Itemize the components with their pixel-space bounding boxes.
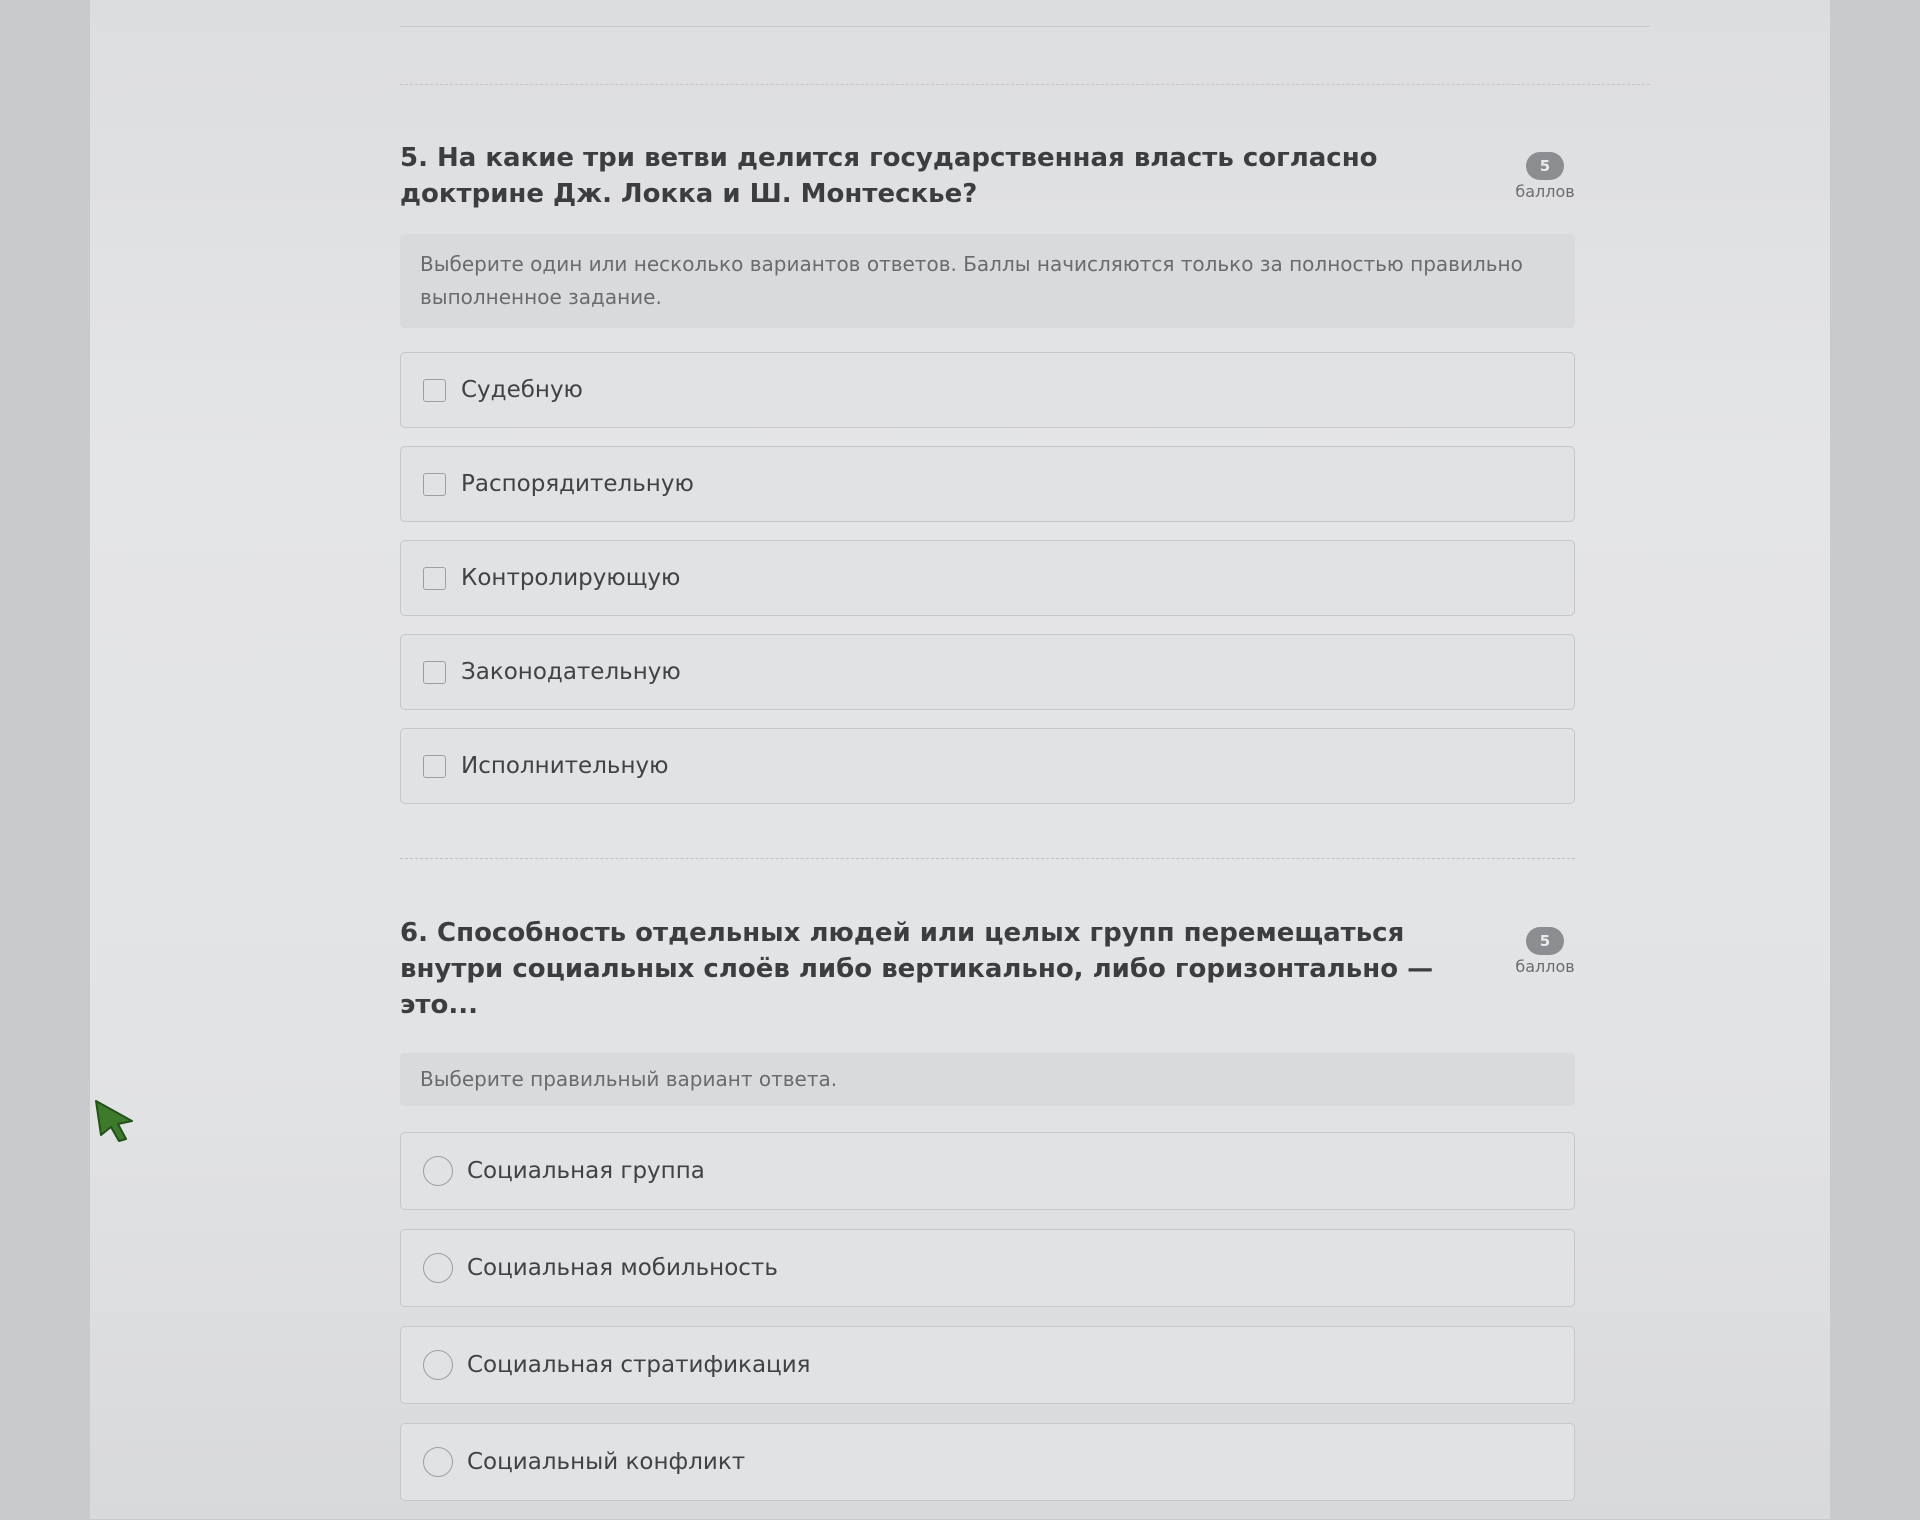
checkbox[interactable] bbox=[423, 567, 446, 590]
answer-option-judicial[interactable] bbox=[400, 352, 1575, 428]
question-6 bbox=[400, 915, 1575, 1520]
radio-button[interactable] bbox=[423, 1350, 453, 1380]
answer-options bbox=[400, 352, 1575, 804]
answer-option-social-conflict[interactable] bbox=[400, 1423, 1575, 1501]
option-label: Социальная мобильность bbox=[467, 1255, 778, 1281]
option-label: Социальная группа bbox=[467, 1158, 705, 1184]
question-hint: Выберите правильный вариант ответа. bbox=[400, 1053, 1575, 1106]
option-label: Распорядительную bbox=[461, 471, 694, 497]
answer-option-executive[interactable] bbox=[400, 728, 1575, 804]
answer-option-social-mobility[interactable] bbox=[400, 1229, 1575, 1307]
option-label: Социальная стратификация bbox=[467, 1352, 811, 1378]
answer-option-administrative[interactable] bbox=[400, 446, 1575, 522]
radio-button[interactable] bbox=[423, 1447, 453, 1477]
divider bbox=[400, 84, 1650, 85]
question-title: 5. На какие три ветви делится государственная власть согласно доктрине Дж. Локка и Ш. Монтескье? bbox=[400, 143, 1378, 209]
question-separator bbox=[400, 858, 1575, 859]
checkbox[interactable] bbox=[423, 379, 446, 402]
option-label: Законодательную bbox=[461, 659, 681, 685]
points-badge: 5 bbox=[1526, 152, 1564, 180]
radio-button[interactable] bbox=[423, 1253, 453, 1283]
option-label: Судебную bbox=[461, 377, 583, 403]
answer-options bbox=[400, 1132, 1575, 1501]
points-badge: 5 bbox=[1526, 927, 1564, 955]
answer-option-social-group[interactable] bbox=[400, 1132, 1575, 1210]
checkbox[interactable] bbox=[423, 661, 446, 684]
divider bbox=[400, 26, 1650, 27]
points-indicator bbox=[1510, 927, 1580, 976]
question-hint: Выберите один или несколько вариантов ответов. Баллы начисляются только за полностью правильно выполненное задание. bbox=[400, 234, 1575, 328]
checkbox[interactable] bbox=[423, 473, 446, 496]
option-label: Социальный конфликт bbox=[467, 1449, 746, 1475]
question-5 bbox=[400, 140, 1575, 822]
answer-option-legislative[interactable] bbox=[400, 634, 1575, 710]
answer-option-controlling[interactable] bbox=[400, 540, 1575, 616]
option-label: Контролирующую bbox=[461, 565, 681, 591]
mouse-pointer-icon bbox=[92, 1095, 140, 1143]
radio-button[interactable] bbox=[423, 1156, 453, 1186]
checkbox[interactable] bbox=[423, 755, 446, 778]
option-label: Исполнительную bbox=[461, 753, 669, 779]
answer-option-social-stratification[interactable] bbox=[400, 1326, 1575, 1404]
quiz-page bbox=[90, 0, 1830, 1519]
points-label: баллов bbox=[1515, 182, 1575, 201]
points-label: баллов bbox=[1515, 957, 1575, 976]
question-title: 6. Способность отдельных людей или целых групп перемещаться внутри социальных слоёв либо вертикально, либо горизонтально — это... bbox=[400, 918, 1434, 1020]
points-indicator bbox=[1510, 152, 1580, 201]
